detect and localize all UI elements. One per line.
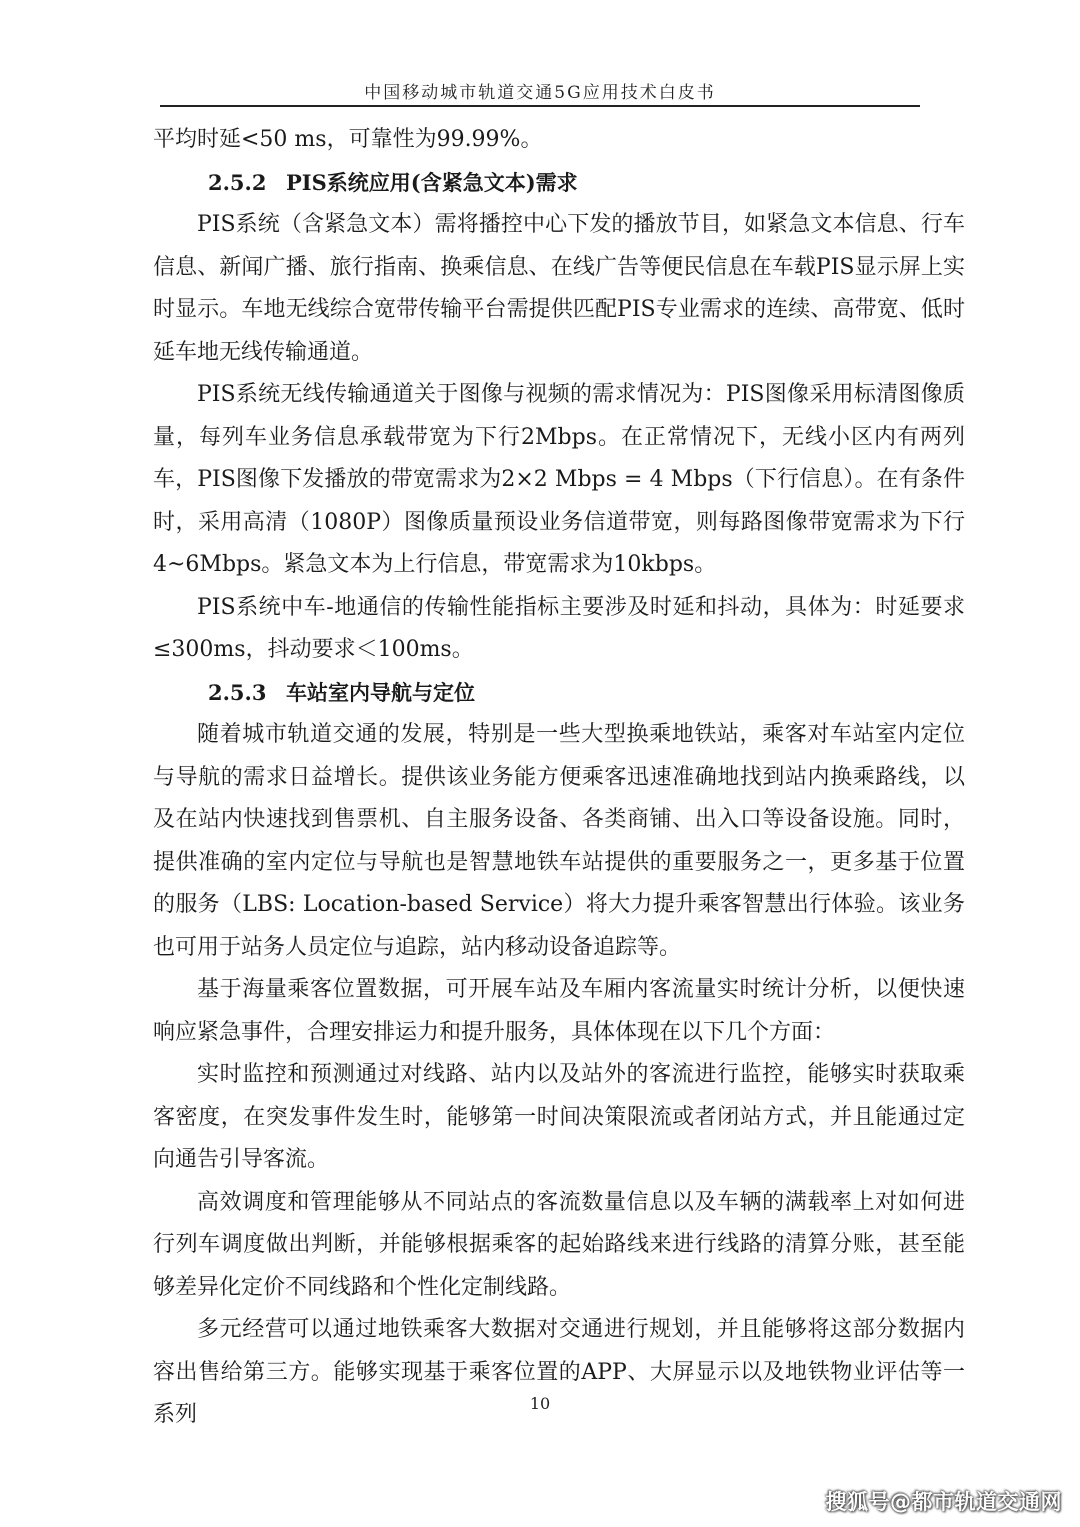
- paragraph-monitoring: 实时监控和预测通过对线路、站内以及站外的客流进行监控，能够实时获取乘客密度，在突发事件发生时，能够第一时间决策限流或者闭站方式，并且能通过定向通告引导客流。: [153, 1062, 965, 1172]
- paragraph-passenger-data: 基于海量乘客位置数据，可开展车站及车厢内客流量实时统计分析，以便快速响应紧急事件，合理安排运力和提升服务，具体体现在以下几个方面：: [153, 977, 965, 1045]
- paragraph-pis-bandwidth: PIS系统无线传输通道关于图像与视频的需求情况为：PIS图像采用标清图像质量，每列车业务信息承载带宽为下行2Mbps。在正常情况下，无线小区内有两列车，PIS图像下发播放的带宽需求为2×2 Mbps = 4 Mbps（下行信息）。在有条件时，采用高清（1080P）图像质量预设业务信道带宽，则每路图像带宽需求为下行4~6Mbps。紧急文本为上行信息，带宽需求为10kbps。: [153, 382, 965, 577]
- running-header: 中国移动城市轨道交通5G应用技术白皮书: [364, 83, 716, 103]
- paragraph-scheduling: 高效调度和管理能够从不同站点的客流数量信息以及车辆的满载率上对如何进行列车调度做出判断，并能够根据乘客的起始路线来进行线路的清算分账，甚至能够差异化定价不同线路和个性化定制线路。: [153, 1189, 965, 1300]
- section-heading-2-5-2: [153, 162, 965, 205]
- body-text: [153, 119, 965, 1437]
- section-title: PIS系统应用(含紧急文本)需求: [286, 169, 578, 195]
- watermark: 搜狐号@都市轨道交通网: [825, 1490, 1062, 1514]
- header-rule: [160, 105, 920, 107]
- paragraph-latency: 平均时延<50 ms，可靠性为99.99%。: [153, 127, 543, 152]
- paragraph-pis-overview: PIS系统（含紧急文本）需将播控中心下发的播放节目，如紧急文本信息、行车信息、新闻广播、旅行指南、换乘信息、在线广告等便民信息在车载PIS显示屏上实时显示。车地无线综合宽带传输平台需提供匹配PIS专业需求的连续、高带宽、低时延车地无线传输通道。: [153, 212, 965, 365]
- paragraph-operations: 多元经营可以通过地铁乘客大数据对交通进行规划，并且能够将这部分数据内容出售给第三方。能够实现基于乘客位置的APP、大屏显示以及地铁物业评估等一系列: [153, 1317, 965, 1427]
- section-heading-2-5-3: [153, 672, 965, 715]
- paragraph-navigation-intro: 随着城市轨道交通的发展，特别是一些大型换乘地铁站，乘客对车站室内定位与导航的需求日益增长。提供该业务能方便乘客迅速准确地找到站内换乘路线，以及在站内快速找到售票机、自主服务设备、各类商铺、出入口等设备设施。同时，提供准确的室内定位与导航也是智慧地铁车站提供的重要服务之一，更多基于位置的服务（LBS: Location-based Service）将大力提升乘客智慧出行体验。该业务也可用于站务人员定位与追踪，站内移动设备追踪等。: [153, 722, 965, 960]
- section-number: 2.5.3: [208, 679, 267, 705]
- section-title: 车站室内导航与定位: [286, 679, 475, 705]
- section-number: 2.5.2: [208, 169, 267, 195]
- paragraph-pis-performance: PIS系统中车-地通信的传输性能指标主要涉及时延和抖动，具体为：时延要求≤300ms，抖动要求＜100ms。: [153, 594, 965, 662]
- page-number: 10: [529, 1394, 551, 1413]
